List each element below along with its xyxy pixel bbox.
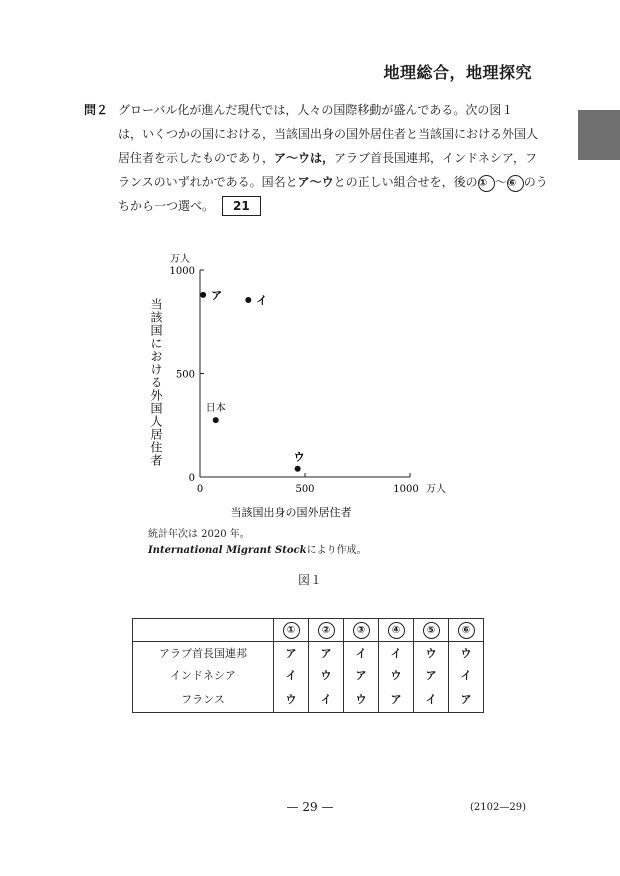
table-cell: ア <box>344 664 379 686</box>
x-tick-label-1: 500 <box>295 484 315 495</box>
question-line-1: グローバル化が進んだ現代では，人々の国際移動が盛んである。次の図１ <box>118 103 514 117</box>
scatter-chart <box>130 240 460 525</box>
point-label-2: 日本 <box>205 403 226 415</box>
question-line-3 <box>118 146 544 170</box>
choice-number-icon: ③ <box>353 622 370 639</box>
table-header-row <box>133 619 484 642</box>
question-line-3-b: アラブ首長国連邦，インドネシア，フ <box>334 151 537 165</box>
choice-header-1 <box>274 619 309 642</box>
table-row <box>133 686 484 713</box>
choice-header-2 <box>309 619 344 642</box>
question-block <box>84 98 548 218</box>
x-tick-label-2: 1000 <box>393 484 419 495</box>
choice-header-3 <box>344 619 379 642</box>
question-line-3-a: 居住者を示したものであり， <box>118 151 275 165</box>
table-cell: ア <box>274 642 309 665</box>
table-cell: ウ <box>309 664 344 686</box>
question-line-4-c: のう <box>523 175 548 189</box>
point-1 <box>245 297 251 303</box>
figure-caption: 図１ <box>297 573 322 587</box>
question-line-4 <box>118 170 548 194</box>
choice-number-icon: ⑤ <box>423 622 440 639</box>
country-name: インドネシア <box>133 664 274 686</box>
table-cell: ウ <box>414 642 449 665</box>
table-cell: イ <box>379 642 414 665</box>
note-source-rest: により作成。 <box>306 545 367 556</box>
choice-number-icon: ⑥ <box>458 622 475 639</box>
point-label-1: イ <box>256 294 268 308</box>
country-name: フランス <box>133 686 274 713</box>
y-axis-title: 当該国における外国人居住者 <box>149 298 163 467</box>
choice-sep: ～ <box>494 175 507 189</box>
choice-start-icon: ① <box>478 175 495 192</box>
y-tick-label-1: 500 <box>175 369 195 381</box>
table-cell: ア <box>309 642 344 665</box>
symbol-range: ア～ウは， <box>274 151 335 165</box>
point-3 <box>295 466 301 472</box>
question-line-2: は，いくつかの国における，当該国出身の国外居住者と当該国における外国人 <box>118 127 539 141</box>
x-unit-label: 万人 <box>426 484 446 495</box>
choice-header-6 <box>449 619 484 642</box>
note-source <box>148 543 367 559</box>
table-cell: ウ <box>379 664 414 686</box>
question-number: 問２ <box>84 103 109 117</box>
section-title: 地理総合，地理探究 <box>383 63 532 82</box>
table-cell: イ <box>414 686 449 713</box>
table-cell: イ <box>309 686 344 713</box>
question-text <box>118 98 548 218</box>
choice-number-icon: ② <box>318 622 335 639</box>
symbol-range-short: ア～ウ <box>297 175 334 189</box>
answer-table <box>132 618 484 713</box>
x-axis-title: 当該国出身の国外居住者 <box>230 506 352 519</box>
y-tick-label-2: 1000 <box>169 266 195 277</box>
note-year: 統計年次は 2020 年。 <box>148 529 250 540</box>
table-cell: イ <box>274 664 309 686</box>
table-cell: イ <box>344 642 379 665</box>
table-row <box>133 642 484 665</box>
answer-number-box: 21 <box>222 196 261 216</box>
point-0 <box>200 292 206 298</box>
table-row <box>133 664 484 686</box>
page-code: (2102—29) <box>470 802 526 813</box>
question-line-5 <box>118 194 544 218</box>
table-cell: イ <box>449 664 484 686</box>
point-label-0: ア <box>211 288 223 302</box>
y-tick-label-0: 0 <box>188 473 195 484</box>
page-number: — 29 — <box>286 800 334 814</box>
table-cell: ウ <box>344 686 379 713</box>
question-line-4-a: ランスのいずれかである。国名と <box>118 175 298 189</box>
table-cell: ア <box>414 664 449 686</box>
figure-notes <box>148 527 367 559</box>
table-cell: ウ <box>274 686 309 713</box>
table-cell: ア <box>379 686 414 713</box>
choice-number-icon: ④ <box>388 622 405 639</box>
table-cell: ア <box>449 686 484 713</box>
choice-number-icon: ① <box>283 622 300 639</box>
question-line-5-a: ちから一つ選べ。 <box>118 199 215 213</box>
note-source-title: International Migrant Stock <box>148 545 307 556</box>
x-tick-label-0: 0 <box>196 484 204 495</box>
choice-header-4 <box>379 619 414 642</box>
point-label-3: ウ <box>293 450 305 464</box>
table-cell: ウ <box>449 642 484 665</box>
country-name: アラブ首長国連邦 <box>133 642 274 665</box>
table-corner <box>133 619 274 642</box>
y-unit-label: 万人 <box>170 254 190 265</box>
choice-end-icon: ⑥ <box>507 175 524 192</box>
choice-header-5 <box>414 619 449 642</box>
question-line-4-b: との正しい組合せを，後の <box>333 175 478 189</box>
point-2 <box>213 417 219 423</box>
section-tab-marker <box>578 110 620 160</box>
